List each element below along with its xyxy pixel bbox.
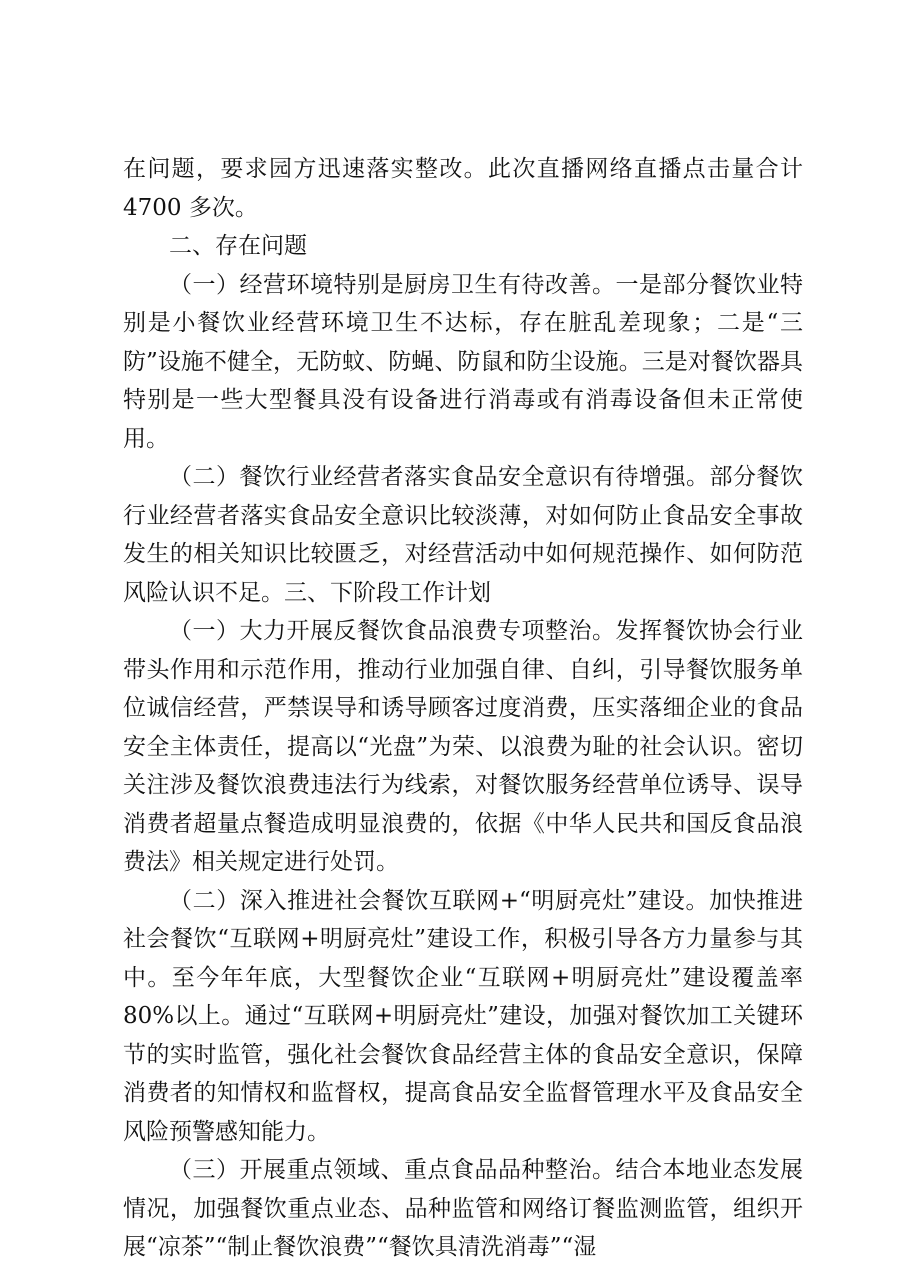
paragraph-plan-2: （二）深入推进社会餐饮互联网+“明厨亮灶”建设。加快推进社会餐饮“互联网+明厨亮灶”建设工作，积极引导各方力量参与其中。至今年年底，大型餐饮企业“互联网+明厨亮灶”建设覆盖率 80%以上。通过“互联网+明厨亮灶”建设，加强对餐饮加工关键环节的实时监管，强化社会餐饮食品经营主体的食品安全意识，保障消费者的知情权和监督权，提高食品安全监督管理水平及食品安全风险预警感知能力。 — [123, 887, 803, 1145]
section-heading-problems: 二、存在问题 — [169, 233, 307, 259]
paragraph-plan-1: （一）大力开展反餐饮食品浪费专项整治。发挥餐饮协会行业带头作用和示范作用，推动行业加强自律、自纠，引导餐饮服务单位诚信经营，严禁误导和诱导顾客过度消费，压实落细企业的食品安全主体责任，提高以“光盘”为荣、以浪费为耻的社会认识。密切关注涉及餐饮浪费违法行为线索，对餐饮服务经营单位诱导、误导消费者超量点餐造成明显浪费的，依据《中华人民共和国反食品浪费法》相关规定进行处罚。 — [123, 618, 803, 875]
paragraph-problem-2: （二）餐饮行业经营者落实食品安全意识有待增强。部分餐饮行业经营者落实食品安全意识比较淡薄，对如何防止食品安全事故发生的相关知识比较匮乏，对经营活动中如何规范操作、如何防范风险认识不足。三、下阶段工作计划 — [123, 464, 803, 606]
paragraph-plan-3: （三）开展重点领域、重点食品品种整治。结合本地业态发展情况，加强餐饮重点业态、品种监管和网络订餐监测监管，组织开展“凉茶”“制止餐饮浪费”“餐饮具清洗消毒”“湿 — [123, 1157, 803, 1260]
paragraph-continuation: 在问题，要求园方迅速落实整改。此次直播网络直播点击量合计 4700 多次。 — [123, 156, 803, 221]
document-body — [123, 150, 803, 1267]
paragraph-problem-1: （一）经营环境特别是厨房卫生有待改善。一是部分餐饮业特别是小餐饮业经营环境卫生不达标，存在脏乱差现象；二是“三防”设施不健全，无防蚊、防蝇、防鼠和防尘设施。三是对餐饮器具特别是一些大型餐具没有设备进行消毒或有消毒设备但未正常使用。 — [123, 271, 803, 452]
